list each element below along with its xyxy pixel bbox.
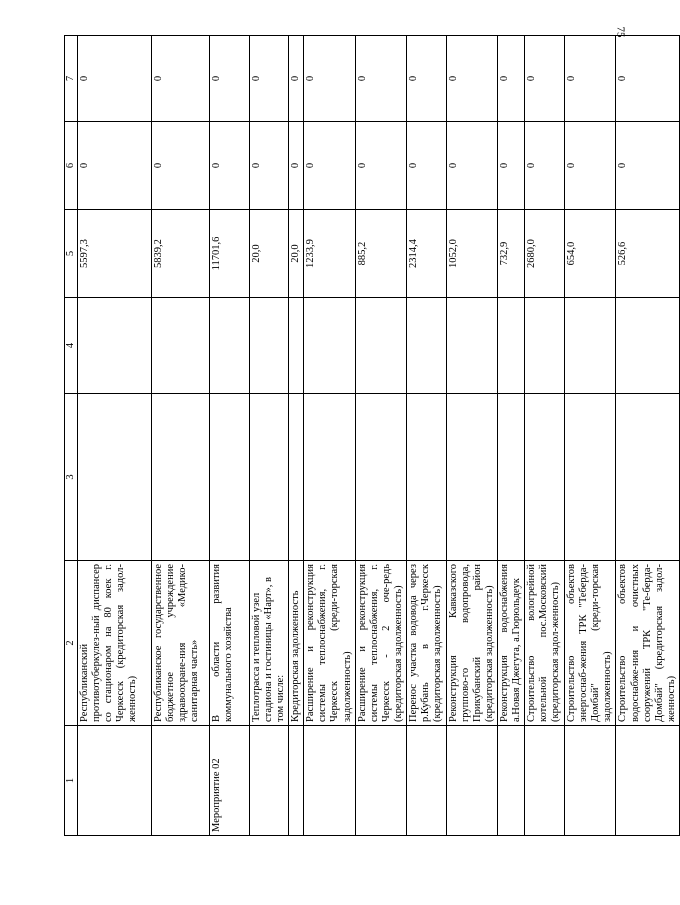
cell-col4 [304,298,355,394]
cell-amount: 526,6 [616,210,679,298]
column-header: 3 [65,394,78,561]
cell-col7: 0 [446,36,497,122]
cell-col3 [525,394,565,561]
cell-col4 [525,298,565,394]
cell-description: Строительство вологрейной котельной пос.Московский (кредиторская задол-женность) [525,561,565,726]
cell-col3 [616,394,679,561]
cell-amount: 20,0 [250,210,289,298]
cell-col3 [406,394,446,561]
cell-col4 [616,298,679,394]
cell-description: Реконструкция Кавказского группово-го водопровода, Прикубанский район (кредиторская задолженность) [446,561,497,726]
cell-measure [616,726,679,836]
cell-col7: 0 [250,36,289,122]
cell-col6: 0 [210,122,250,210]
cell-col6: 0 [289,122,304,210]
table-row [355,36,406,836]
table-row [78,36,152,836]
cell-description: Строительство объектов водоснабже-ния и очистных сооружений ТРК "Те-берда-Домбай" (кредиторская задол-женность) [616,561,679,726]
cell-col7: 0 [565,36,616,122]
cell-col7: 0 [210,36,250,122]
cell-measure: Мероприятие 02 [210,726,250,836]
cell-col6: 0 [446,122,497,210]
cell-amount: 654,0 [565,210,616,298]
column-header: 7 [65,36,78,122]
cell-description: Расширение и реконструкция системы теплоснабжения, г. Черкесск - 2 оче-редь (кредиторская задолженность) [355,561,406,726]
cell-col6: 0 [250,122,289,210]
cell-col3 [152,394,210,561]
cell-amount: 885,2 [355,210,406,298]
cell-col6: 0 [355,122,406,210]
cell-col4 [289,298,304,394]
cell-col6: 0 [406,122,446,210]
cell-col7: 0 [616,36,679,122]
cell-col4 [355,298,406,394]
cell-col7: 0 [152,36,210,122]
table-row [446,36,497,836]
cell-col3 [78,394,152,561]
cell-description: Кредиторская задолженность [289,561,304,726]
cell-col6: 0 [565,122,616,210]
cell-amount: 2680,0 [525,210,565,298]
cell-col3 [498,394,525,561]
table-row [616,36,679,836]
cell-col3 [565,394,616,561]
cell-measure [446,726,497,836]
cell-col6: 0 [498,122,525,210]
cell-col4 [152,298,210,394]
cell-description: Республиканское государственное бюджетное учреждение здравоохране-ния «Медико-санитарная часть» [152,561,210,726]
cell-col3 [210,394,250,561]
cell-col4 [250,298,289,394]
cell-amount: 732,9 [498,210,525,298]
cell-col4 [565,298,616,394]
cell-col7: 0 [289,36,304,122]
cell-amount: 11701,6 [210,210,250,298]
cell-measure [406,726,446,836]
cell-col7: 0 [304,36,355,122]
cell-amount: 5597,3 [78,210,152,298]
rotated-table-container [64,36,677,836]
cell-measure [250,726,289,836]
cell-description: Республиканский противотуберкулез-ный диспансер со стационаром на 80 коек г. Черкесск (кредиторская задол-женность) [78,561,152,726]
cell-col4 [210,298,250,394]
cell-amount: 1233,9 [304,210,355,298]
cell-col4 [406,298,446,394]
cell-amount: 2314,4 [406,210,446,298]
cell-col4 [78,298,152,394]
cell-col3 [289,394,304,561]
cell-description: В области развития коммунального хозяйства [210,561,250,726]
cell-col6: 0 [78,122,152,210]
column-header: 2 [65,561,78,726]
cell-col6: 0 [525,122,565,210]
table-header-row [65,36,78,836]
table-row [289,36,304,836]
cell-measure [355,726,406,836]
cell-measure [78,726,152,836]
cell-description: Расширение и реконструкция системы теплоснабжения, г. Черкесск (креди-торская задолженность) [304,561,355,726]
column-header: 4 [65,298,78,394]
table-row [498,36,525,836]
column-header: 1 [65,726,78,836]
table-row [565,36,616,836]
cell-measure [152,726,210,836]
table-row [250,36,289,836]
cell-col7: 0 [525,36,565,122]
cell-col6: 0 [616,122,679,210]
cell-col7: 0 [355,36,406,122]
cell-amount: 1052,0 [446,210,497,298]
cell-description: Строительство объектов энергоснаб-жения ТРК "Теберда-Домбай" (креди-торская задолженность) [565,561,616,726]
table-row [525,36,565,836]
cell-measure [498,726,525,836]
cell-col3 [250,394,289,561]
cell-col4 [498,298,525,394]
cell-description: Реконструкция водоснабжения а.Новая Джегута, а.Гюрюльдеук [498,561,525,726]
cell-col7: 0 [78,36,152,122]
cell-amount: 5839,2 [152,210,210,298]
cell-measure [304,726,355,836]
cell-col3 [355,394,406,561]
cell-col4 [446,298,497,394]
cell-col7: 0 [498,36,525,122]
table-row [304,36,355,836]
cell-col6: 0 [152,122,210,210]
cell-measure [525,726,565,836]
cell-amount: 20,0 [289,210,304,298]
table-row [210,36,250,836]
page-number: 75 [614,26,627,38]
cell-col6: 0 [304,122,355,210]
cell-description: Перенос участка водовода через р.Кубань в г.Черкесск (кредиторская задолженность) [406,561,446,726]
table-row [406,36,446,836]
column-header: 6 [65,122,78,210]
cell-col7: 0 [406,36,446,122]
column-header: 5 [65,210,78,298]
cell-description: Теплотрасса и тепловой узел стадиона и гостиницы «Нарт», в том числе: [250,561,289,726]
cell-measure [289,726,304,836]
cell-col3 [446,394,497,561]
data-table [64,35,680,836]
table-row [152,36,210,836]
cell-measure [565,726,616,836]
cell-col3 [304,394,355,561]
